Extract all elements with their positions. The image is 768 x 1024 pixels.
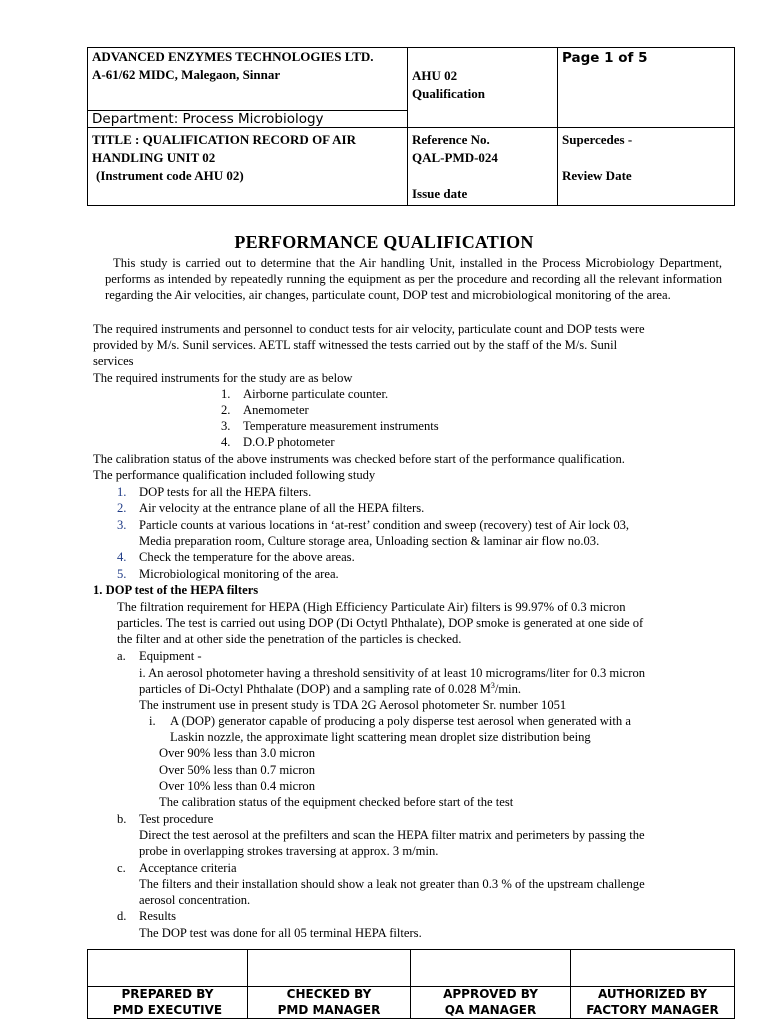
- issue-date-label: Issue date: [412, 186, 468, 201]
- subsection-c-title: Acceptance criteria: [139, 861, 237, 875]
- personnel-line-3: services: [93, 354, 134, 368]
- subsection-b-label: b.: [117, 812, 127, 826]
- subsection-b-title: Test procedure: [139, 812, 214, 826]
- pq-intro: The performance qualification included following study: [93, 468, 376, 482]
- signature-box-checked: [248, 950, 411, 987]
- list-number: 2.: [117, 501, 127, 515]
- instrument-used: The instrument use in present study is TDA 2G Aerosol photometer Sr. number 1051: [139, 698, 567, 712]
- list-item: Airborne particulate counter.: [243, 387, 389, 401]
- authorized-by-title: FACTORY MANAGER: [571, 1002, 735, 1019]
- list-item: Check the temperature for the above areas.: [139, 550, 355, 564]
- section-heading: PERFORMANCE QUALIFICATION: [234, 232, 534, 252]
- list-number: 5.: [117, 567, 127, 581]
- prepared-by-label: PREPARED BY: [88, 987, 248, 1003]
- signature-box-prepared: [88, 950, 248, 987]
- list-item: 1.: [221, 387, 231, 401]
- company-address: A-61/62 MIDC, Malegaon, Sinnar: [92, 67, 281, 82]
- calibration-note: The calibration status of the above instruments was checked before start of the performance qualification.: [93, 452, 625, 466]
- generator-line-1: A (DOP) generator capable of producing a poly disperse test aerosol when generated with a: [170, 714, 631, 728]
- list-item: Microbiological monitoring of the area.: [139, 567, 339, 581]
- list-item: Particle counts at various locations in ‘at-rest’ condition and sweep (recovery) test of Air lock 03,: [139, 518, 630, 532]
- doc-name-line-2: Qualification: [412, 86, 485, 101]
- document-header-table: [87, 47, 735, 206]
- title-cell: [88, 128, 408, 206]
- company-cell: [88, 48, 408, 111]
- document-title: TITLE : QUALIFICATION RECORD OF AIR HANDLING UNIT 02: [92, 132, 357, 165]
- section-1-line-2: particles. The test is carried out using DOP (Di Octytl Phthalate), DOP smoke is generated at one side of: [117, 616, 644, 630]
- list-item: 3.: [221, 419, 231, 433]
- list-item-continued: Media preparation room, Culture storage area, Unloading section & laminar air flow no.03.: [139, 534, 600, 548]
- personnel-line-1: The required instruments and personnel to conduct tests for air velocity, particulate count and DOP tests were: [93, 322, 645, 336]
- personnel-line-2: provided by M/s. Sunil services. AETL staff witnessed the tests carried out by the staff of the M/s. Sunil: [93, 338, 618, 352]
- distribution-item: Over 50% less than 0.7 micron: [159, 763, 315, 777]
- generator-num: i.: [149, 714, 156, 728]
- list-item: DOP tests for all the HEPA filters.: [139, 485, 312, 499]
- list-number: 3.: [117, 518, 127, 532]
- equipment-line-2: particles of Di-Octyl Phthalate (DOP) and a sampling rate of 0.028 $M^3/\min$.: [139, 680, 522, 696]
- list-item: 4.: [221, 435, 231, 449]
- intro-paragraph: This study is carried out to determine that the Air handling Unit, installed in the Process Microbiology Department, performs as intended by repeatedly running the equipment as per the procedure and recording all the relevant information regarding the Air velocities, air changes, particulate count, DOP test and microbiological monitoring of the area.: [105, 256, 722, 303]
- generator-line-2: Laskin nozzle, the approximate light scattering mean droplet size distribution being: [170, 730, 591, 744]
- list-item: 2.: [221, 403, 231, 417]
- list-item: Anemometer: [243, 403, 309, 417]
- department: Department: Process Microbiology: [88, 111, 408, 128]
- subsection-d-label: d.: [117, 909, 127, 923]
- subsection-a-title: Equipment -: [139, 649, 202, 663]
- approved-by-label: APPROVED BY: [411, 987, 571, 1003]
- subsection-a-label: a.: [117, 649, 126, 663]
- procedure-line-2: probe in overlapping strokes traversing at approx. 3 m/min.: [139, 844, 439, 858]
- supercedes-cell: [558, 128, 735, 206]
- doc-name-cell: [408, 48, 558, 128]
- list-item: Air velocity at the entrance plane of all the HEPA filters.: [139, 501, 425, 515]
- list-item: Temperature measurement instruments: [243, 419, 439, 433]
- equipment-line-1: i. An aerosol photometer having a threshold sensitivity of at least 10 micrograms/liter for 0.3 micron: [139, 666, 646, 680]
- review-date-label: Review Date: [562, 168, 632, 183]
- supercedes-label: Supercedes -: [562, 132, 633, 147]
- instruments-intro: The required instruments for the study are as below: [93, 371, 353, 385]
- reference-label: Reference No.: [412, 132, 490, 147]
- subsection-c-label: c.: [117, 861, 126, 875]
- checked-by-title: PMD MANAGER: [248, 1002, 411, 1019]
- section-1-line-1: The filtration requirement for HEPA (High Efficiency Particulate Air) filters is 99.97% of 0.3 micron: [117, 600, 626, 614]
- reference-cell: [408, 128, 558, 206]
- subsection-d-title: Results: [139, 909, 177, 923]
- authorized-by-label: AUTHORIZED BY: [571, 987, 735, 1003]
- list-number: 1.: [117, 485, 127, 499]
- instrument-code: (Instrument code AHU 02): [96, 168, 244, 183]
- company-name: ADVANCED ENZYMES TECHNOLOGIES LTD.: [92, 49, 374, 64]
- distribution-item: Over 10% less than 0.4 micron: [159, 779, 315, 793]
- procedure-line-1: Direct the test aerosol at the prefilters and scan the HEPA filter matrix and perimeters by passing the: [139, 828, 645, 842]
- distribution-item: Over 90% less than 3.0 micron: [159, 746, 315, 760]
- signature-box-approved: [411, 950, 571, 987]
- approved-by-title: QA MANAGER: [411, 1002, 571, 1019]
- doc-name-line-1: AHU 02: [412, 68, 458, 83]
- list-item: D.O.P photometer: [243, 435, 335, 449]
- section-1-title: 1. DOP test of the HEPA filters: [93, 583, 259, 597]
- reference-number: QAL-PMD-024: [412, 150, 498, 165]
- page-number: Page 1 of 5: [558, 48, 735, 128]
- prepared-by-title: PMD EXECUTIVE: [88, 1002, 248, 1019]
- criteria-line-2: aerosol concentration.: [139, 893, 251, 907]
- signature-box-authorized: [571, 950, 735, 987]
- list-number: 4.: [117, 550, 127, 564]
- checked-by-label: CHECKED BY: [248, 987, 411, 1003]
- signature-table: [87, 949, 735, 1019]
- section-1-line-3: the filter and at other side the penetration of the particles is checked.: [117, 632, 462, 646]
- results-line-1: The DOP test was done for all 05 terminal HEPA filters.: [139, 926, 422, 940]
- criteria-line-1: The filters and their installation should show a leak not greater than 0.3 % of the upstream challenge: [139, 877, 645, 891]
- equipment-calibration: The calibration status of the equipment checked before start of the test: [159, 795, 514, 809]
